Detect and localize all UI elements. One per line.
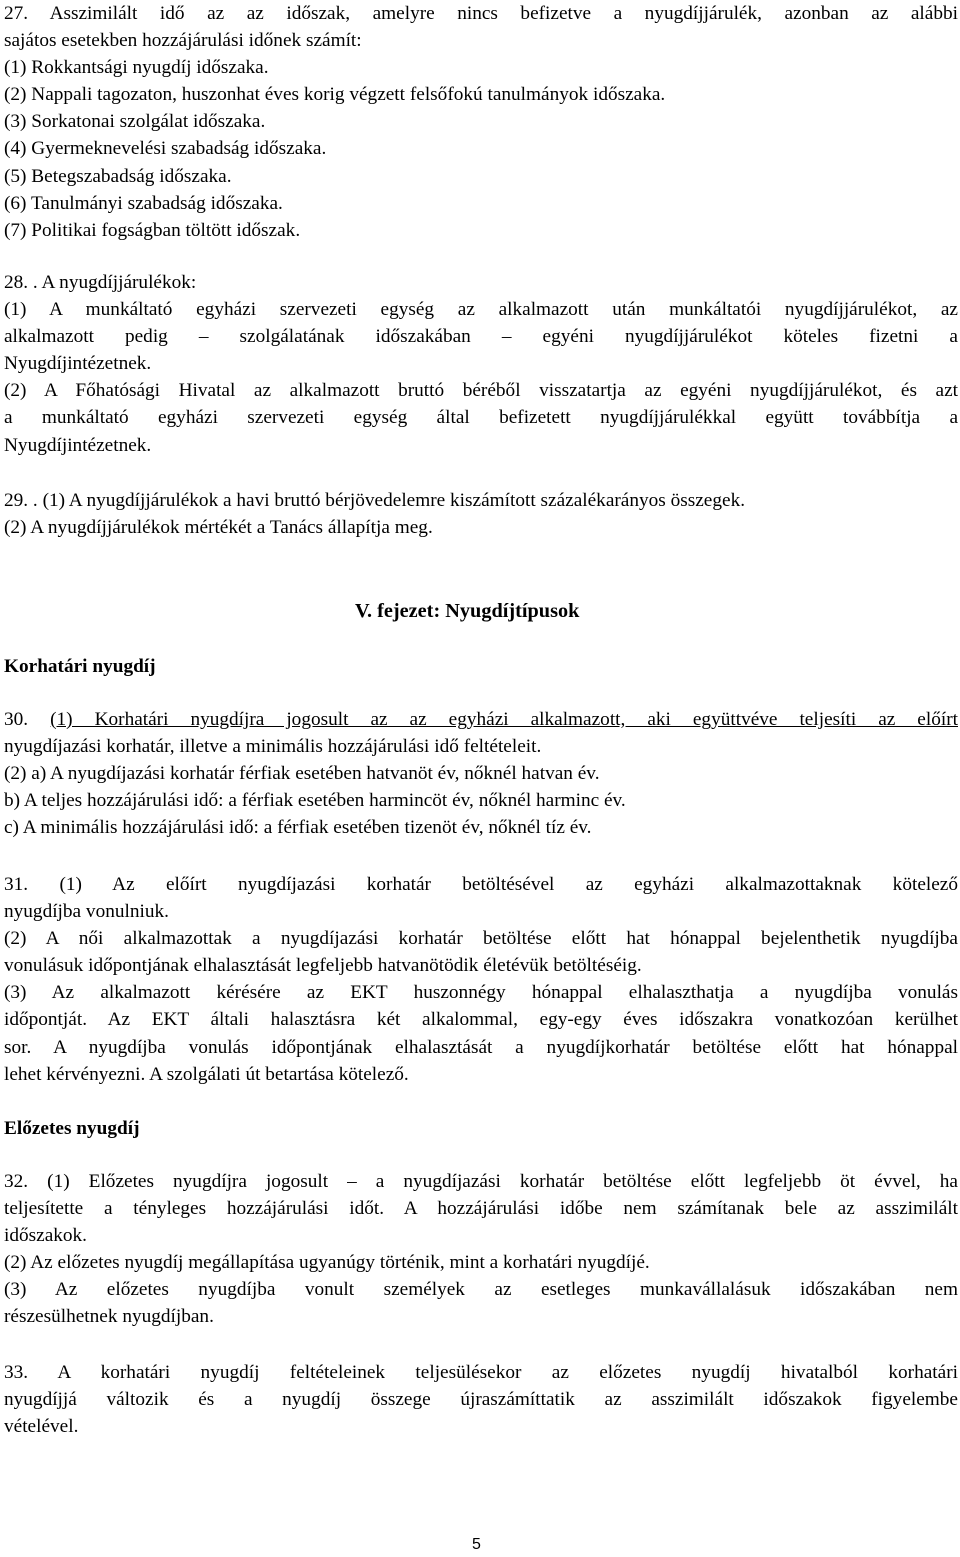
section-32-line-1: 32. (1) Előzetes nyugdíjra jogosult – a nyugdíjazási korhatár betöltése előtt legfeljebb öt évvel, ha [4,1171,958,1192]
section-30 [4,706,958,841]
page-number: 5 [472,1536,481,1553]
section-33-line-2: nyugdíjjá változik és a nyugdíj összege újraszámíttatik az asszimilált időszakok figyelembe [4,1389,958,1411]
section-27-item-5: (5) Betegszabadság időszaka. [4,165,232,187]
section-33-line-1: 33. A korhatári nyugdíj feltételeinek teljesülésekor az előzetes nyugdíj hivatalból korhatári [4,1362,958,1383]
section-31 [4,871,958,1088]
section-28-line-3: alkalmazott pedig – szolgálatának időszakában – egyéni nyugdíjjárulékot köteles fizetni a [4,326,958,348]
section-27-item-3: (3) Sorkatonai szolgálat időszaka. [4,111,266,133]
section-31-line-6: időpontját. Az EKT általi halasztásra két alkalommal, egy-egy éves időszakra vonatkozóan kerülhet [4,1009,958,1031]
section-32-line-3: időszakok. [4,1225,87,1247]
section-31-line-7: sor. A nyugdíjba vonulás időpontjának elhalasztását a nyugdíjkorhatár betöltése előtt hat hónappal [4,1036,958,1058]
section-27-item-6: (6) Tanulmányi szabadság időszaka. [4,192,283,214]
section-28 [4,269,958,459]
section-28-title: 28. . A nyugdíjjárulékok: [4,272,197,293]
section-31-line-5: (3) Az alkalmazott kérésére az EKT huszonnégy hónappal elhalaszthatja a nyugdíjba vonulás [4,982,958,1004]
section-27 [4,0,958,244]
section-32 [4,1168,958,1331]
section-32-line-4: (2) Az előzetes nyugdíj megállapítása ugyanúgy történik, mint a korhatári nyugdíjé. [4,1252,650,1274]
chapter-title: V. fejezet: Nyugdíjtípusok [355,600,580,622]
section-30-line-5: c) A minimális hozzájárulási idő: a férfiak esetében tizenöt év, nőknél tíz év. [4,817,592,839]
section-30-line-2: nyugdíjazási korhatár, illetve a minimális hozzájárulási idő feltételeit. [4,736,542,758]
section-28-line-7: Nyugdíjintézetnek. [4,434,152,456]
section-33-line-3: vételével. [4,1416,79,1438]
section-29-line-2: (2) A nyugdíjjárulékok mértékét a Tanács állapítja meg. [4,517,433,539]
section-30-line-1: 30. (1) Korhatári nyugdíjra jogosult az az egyházi alkalmazott, aki együttvéve teljesíti az előírt [4,709,958,730]
section-32-line-6: részesülhetnek nyugdíjban. [4,1306,214,1328]
section-27-line-1: 27. Asszimilált idő az az időszak, amelyre nincs befizetve a nyugdíjjárulék, azonban az alábbi [4,3,958,24]
section-29 [4,487,958,541]
section-31-line-1: 31. (1) Az előírt nyugdíjazási korhatár betöltésével az egyházi alkalmazottaknak kötelező [4,874,958,895]
section-31-line-2: nyugdíjba vonulniuk. [4,901,169,923]
section-32-line-2: teljesítette a tényleges hozzájárulási időt. A hozzájárulási időbe nem számítanak bele az asszimilált [4,1198,958,1220]
section-30-line-4: b) A teljes hozzájárulási idő: a férfiak esetében harmincöt év, nőknél harminc év. [4,790,626,812]
section-31-line-4: vonulásuk időpontjának elhalasztását legfeljebb hatvanötödik életévük betöltéséig. [4,955,642,977]
section-28-line-4: Nyugdíjintézetnek. [4,353,152,375]
section-28-line-2: (1) A munkáltató egyházi szervezeti egység az alkalmazott után munkáltatói nyugdíjjárulékot, az [4,299,958,321]
section-31-line-8: lehet kérvényezni. A szolgálati út betartása kötelező. [4,1063,409,1085]
section-27-item-7: (7) Politikai fogságban töltött időszak. [4,219,301,241]
section-28-line-6: a munkáltató egyházi szervezeti egység által befizetett nyugdíjjárulékkal együtt továbbítja a [4,407,958,429]
section-31-line-3: (2) A női alkalmazottak a nyugdíjazási korhatár betöltése előtt hat hónappal bejelenthetik nyugdíjba [4,928,958,950]
section-27-line-2: sajátos esetekben hozzájárulási időnek számít: [4,30,362,52]
section-28-line-5: (2) A Főhatósági Hivatal az alkalmazott bruttó béréből visszatartja az egyéni nyugdíjjárulékot, és azt [4,380,958,402]
section-33 [4,1359,958,1440]
heading-korhatari-nyugdij: Korhatári nyugdíj [4,656,156,677]
section-27-item-4: (4) Gyermeknevelési szabadság időszaka. [4,138,327,160]
section-27-item-2: (2) Nappali tagozaton, huszonhat éves korig végzett felsőfokú tanulmányok időszaka. [4,84,666,106]
section-32-line-5: (3) Az előzetes nyugdíjba vonult személyek az esetleges munkavállalásuk időszakában nem [4,1279,958,1301]
section-29-line-1: 29. . (1) A nyugdíjjárulékok a havi bruttó bérjövedelemre kiszámított százalékarányos összegek. [4,490,746,511]
section-30-line-3: (2) a) A nyugdíjazási korhatár férfiak esetében hatvanöt év, nőknél hatvan év. [4,763,600,785]
section-27-item-1: (1) Rokkantsági nyugdíj időszaka. [4,57,269,79]
heading-elozetes-nyugdij: Előzetes nyugdíj [4,1118,140,1139]
